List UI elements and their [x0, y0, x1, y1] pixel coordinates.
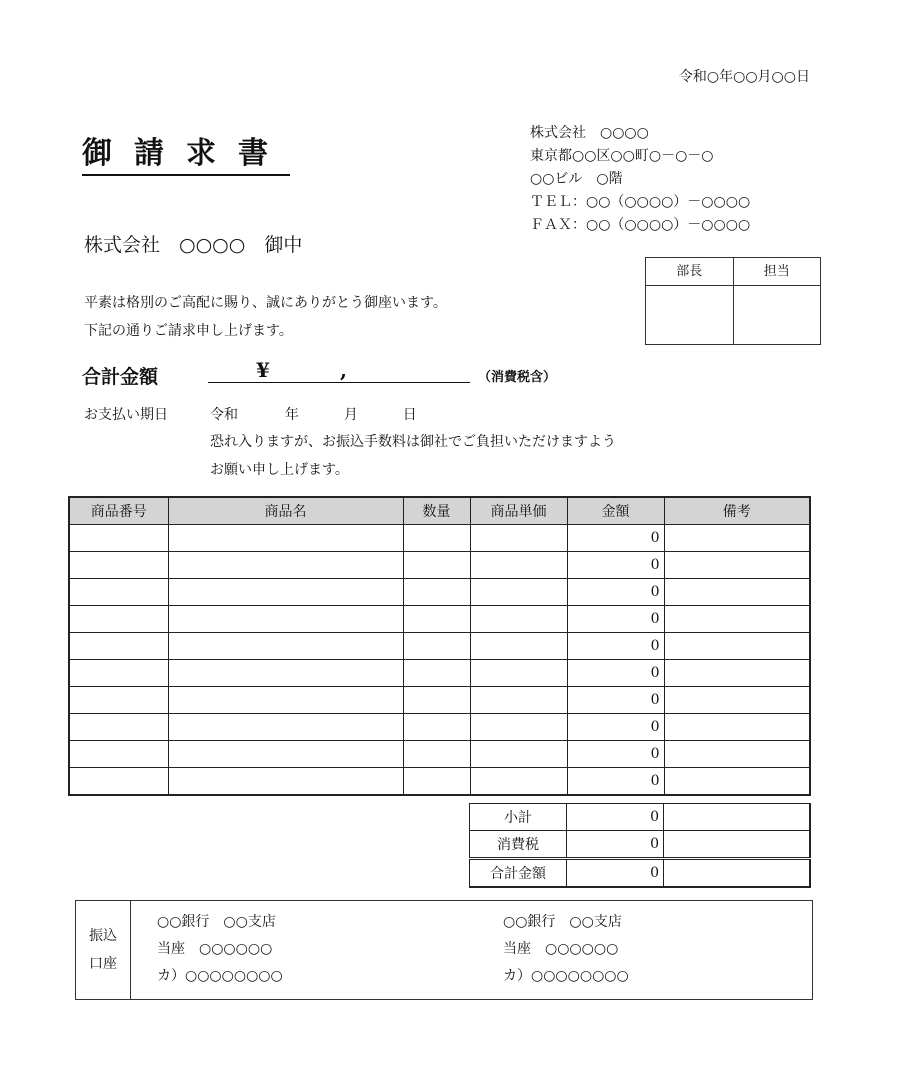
- cell-name[interactable]: [168, 633, 403, 660]
- stamp-header-staff: 担当: [763, 264, 790, 279]
- cell-amount: 0: [567, 606, 664, 633]
- stamp-cell-staff[interactable]: [734, 286, 821, 344]
- cell-qty[interactable]: [403, 741, 470, 768]
- table-row: [69, 633, 810, 660]
- grand-total-row: [470, 859, 810, 888]
- tax-value: 0: [567, 831, 664, 859]
- cell-code[interactable]: [69, 660, 168, 687]
- cell-remarks[interactable]: [664, 552, 810, 579]
- cell-price[interactable]: [470, 714, 567, 741]
- grand-total-remarks[interactable]: [664, 859, 810, 888]
- cell-price[interactable]: [470, 525, 567, 552]
- cell-qty[interactable]: [403, 714, 470, 741]
- greeting-line1: 平素は格別のご高配に賜り、誠にありがとう御座います。: [84, 295, 447, 311]
- cell-code[interactable]: [69, 741, 168, 768]
- cell-qty[interactable]: [403, 768, 470, 796]
- summary-table: [469, 803, 811, 888]
- cell-remarks[interactable]: [664, 579, 810, 606]
- cell-code[interactable]: [69, 714, 168, 741]
- due-era: 令和: [210, 407, 238, 423]
- bank-left-account: 当座 ○○○○○○: [157, 941, 273, 957]
- table-row: [69, 714, 810, 741]
- cell-amount: 0: [567, 714, 664, 741]
- table-row: [69, 579, 810, 606]
- bank-label: [76, 901, 131, 999]
- cell-price[interactable]: [470, 687, 567, 714]
- cell-name[interactable]: [168, 768, 403, 796]
- cell-code[interactable]: [69, 687, 168, 714]
- tax-row: [470, 831, 810, 859]
- issuer-block: [530, 122, 750, 237]
- header-quantity: 数量: [403, 497, 470, 525]
- cell-remarks[interactable]: [664, 606, 810, 633]
- issuer-address2: ○○ビル ○階: [530, 171, 623, 187]
- recipient-name: 株式会社 ○○○○ 御中: [84, 234, 303, 256]
- cell-code[interactable]: [69, 552, 168, 579]
- payment-note-line1: 恐れ入りますが、お振込手数料は御社でご負担いただけますよう: [210, 434, 616, 450]
- cell-name[interactable]: [168, 579, 403, 606]
- grand-total-label: 合計金額: [470, 859, 567, 888]
- subtotal-remarks[interactable]: [664, 804, 810, 831]
- issuer-address1: 東京都○○区○○町○－○－○: [530, 148, 714, 164]
- bank-label-line2: 口座: [89, 956, 117, 972]
- grand-total-value: 0: [567, 859, 664, 888]
- cell-remarks[interactable]: [664, 660, 810, 687]
- table-row: [69, 741, 810, 768]
- cell-name[interactable]: [168, 552, 403, 579]
- cell-price[interactable]: [470, 606, 567, 633]
- payment-note-line2: お願い申し上げます。: [210, 462, 349, 478]
- subtotal-value: 0: [567, 804, 664, 831]
- approval-stamp-box: [645, 257, 821, 345]
- bank-right-account: 当座 ○○○○○○: [503, 941, 619, 957]
- table-row: [69, 768, 810, 796]
- total-amount-field[interactable]: [208, 360, 470, 383]
- cell-qty[interactable]: [403, 633, 470, 660]
- cell-qty[interactable]: [403, 606, 470, 633]
- cell-qty[interactable]: [403, 687, 470, 714]
- cell-remarks[interactable]: [664, 741, 810, 768]
- tax-remarks[interactable]: [664, 831, 810, 859]
- cell-code[interactable]: [69, 768, 168, 796]
- header-unit-price: 商品単価: [470, 497, 567, 525]
- cell-amount: 0: [567, 633, 664, 660]
- items-header-row: [69, 497, 810, 525]
- cell-price[interactable]: [470, 579, 567, 606]
- greeting-line2: 下記の通りご請求申し上げます。: [84, 323, 293, 339]
- cell-name[interactable]: [168, 687, 403, 714]
- cell-name[interactable]: [168, 741, 403, 768]
- bank-account-right: [503, 901, 629, 999]
- cell-amount: 0: [567, 768, 664, 796]
- cell-amount: 0: [567, 660, 664, 687]
- table-row: [69, 687, 810, 714]
- cell-price[interactable]: [470, 660, 567, 687]
- issuer-fax: ＦＡＸ：○○（○○○○）－○○○○: [530, 217, 751, 233]
- bank-left-branch: ○○銀行 ○○支店: [157, 914, 276, 930]
- table-row: [69, 552, 810, 579]
- cell-amount: 0: [567, 525, 664, 552]
- table-row: [69, 660, 810, 687]
- cell-code[interactable]: [69, 633, 168, 660]
- cell-remarks[interactable]: [664, 633, 810, 660]
- cell-price[interactable]: [470, 633, 567, 660]
- cell-amount: 0: [567, 552, 664, 579]
- bank-right-holder: カ）○○○○○○○○: [503, 968, 629, 984]
- total-amount-label: 合計金額: [82, 366, 159, 388]
- due-month: 月: [343, 407, 358, 423]
- payment-due-label: お支払い期日: [84, 407, 168, 423]
- invoice-date: 令和○年○○月○○日: [678, 69, 810, 85]
- bank-label-line1: 振込: [89, 928, 117, 944]
- bank-left-holder: カ）○○○○○○○○: [157, 968, 283, 984]
- cell-price[interactable]: [470, 768, 567, 796]
- greeting: [84, 289, 447, 345]
- cell-code[interactable]: [69, 579, 168, 606]
- thousands-comma: ,: [340, 358, 347, 382]
- stamp-cell-manager[interactable]: [646, 286, 734, 344]
- cell-price[interactable]: [470, 552, 567, 579]
- cell-name[interactable]: [168, 714, 403, 741]
- cell-amount: 0: [567, 579, 664, 606]
- header-amount: 金額: [567, 497, 664, 525]
- cell-name[interactable]: [168, 525, 403, 552]
- table-row: [69, 606, 810, 633]
- cell-remarks[interactable]: [664, 768, 810, 796]
- header-remarks: 備考: [664, 497, 810, 525]
- cell-code[interactable]: [69, 606, 168, 633]
- header-product-code: 商品番号: [69, 497, 168, 525]
- cell-remarks[interactable]: [664, 687, 810, 714]
- payment-due-date: [210, 404, 417, 424]
- cell-qty[interactable]: [403, 552, 470, 579]
- issuer-company: 株式会社 ○○○○: [530, 125, 649, 141]
- due-year: 年: [284, 407, 299, 423]
- document-title: 御請求書: [82, 128, 290, 176]
- header-product-name: 商品名: [168, 497, 403, 525]
- issuer-tel: ＴＥＬ：○○（○○○○）－○○○○: [530, 194, 751, 210]
- cell-amount: 0: [567, 741, 664, 768]
- stamp-header-manager: 部長: [646, 258, 734, 285]
- cell-amount: 0: [567, 687, 664, 714]
- yen-sign: ¥: [256, 358, 270, 382]
- cell-qty[interactable]: [403, 579, 470, 606]
- bank-right-branch: ○○銀行 ○○支店: [503, 914, 622, 930]
- tax-label: 消費税: [470, 831, 567, 859]
- cell-price[interactable]: [470, 741, 567, 768]
- subtotal-label: 小計: [470, 804, 567, 831]
- cell-name[interactable]: [168, 660, 403, 687]
- payment-note: [210, 428, 616, 484]
- bank-account-left: [157, 901, 477, 999]
- cell-remarks[interactable]: [664, 714, 810, 741]
- cell-name[interactable]: [168, 606, 403, 633]
- table-row: [69, 525, 810, 552]
- due-day: 日: [402, 407, 417, 423]
- bank-account-box: [75, 900, 813, 1000]
- cell-remarks[interactable]: [664, 525, 810, 552]
- tax-included-note: （消費税含）: [478, 370, 557, 385]
- items-table: [68, 496, 811, 796]
- cell-qty[interactable]: [403, 660, 470, 687]
- cell-qty[interactable]: [403, 525, 470, 552]
- subtotal-row: [470, 804, 810, 831]
- cell-code[interactable]: [69, 525, 168, 552]
